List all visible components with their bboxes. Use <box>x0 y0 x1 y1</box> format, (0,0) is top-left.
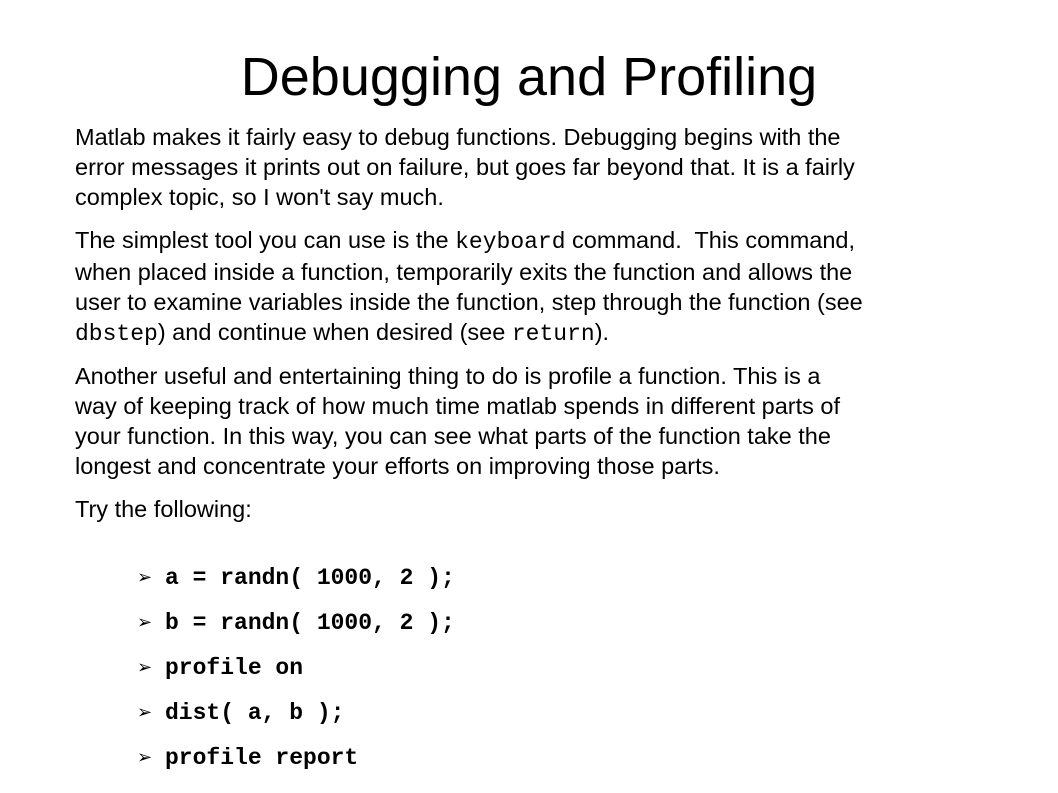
paragraph-line: Matlab makes it fairly easy to debug functions. Debugging begins with the <box>75 124 841 150</box>
arrow-bullet-icon: ➢ <box>137 747 153 768</box>
list-item <box>137 690 455 735</box>
paragraph-profile <box>75 361 975 481</box>
paragraph-intro <box>75 122 975 212</box>
paragraph-line: your function. In this way, you can see what parts of the function take the <box>75 423 831 449</box>
paragraph-line: error messages it prints out on failure, but goes far beyond that. It is a fairly <box>75 154 855 180</box>
paragraph-keyboard <box>75 225 975 349</box>
paragraph-line: complex topic, so I won't say much. <box>75 184 444 210</box>
arrow-bullet-icon: ➢ <box>137 567 153 588</box>
list-item <box>137 555 455 600</box>
list-item <box>137 735 455 780</box>
paragraph-line: longest and concentrate your efforts on improving those parts. <box>75 453 720 479</box>
slide-title: Debugging and Profiling <box>240 47 818 107</box>
code-keyword-keyboard: keyboard <box>455 229 566 255</box>
code-keyword-return: return <box>511 321 595 347</box>
code-bullet-list <box>137 555 455 780</box>
code-line: dist( a, b ); <box>165 699 345 726</box>
paragraph-line: user to examine variables inside the function, step through the function (see <box>75 289 863 315</box>
slide-body <box>75 122 975 537</box>
list-item <box>137 645 455 690</box>
code-line: b = randn( 1000, 2 ); <box>165 609 455 636</box>
code-keyword-dbstep: dbstep <box>75 321 158 347</box>
paragraph-text: command. This command, <box>565 227 856 253</box>
paragraph-text: The simplest tool you can use is the <box>75 227 456 253</box>
arrow-bullet-icon: ➢ <box>137 702 153 723</box>
arrow-bullet-icon: ➢ <box>137 612 153 633</box>
code-line: profile report <box>165 744 359 771</box>
paragraph-text: ) and continue when desired (see <box>157 319 512 345</box>
paragraph-text: ). <box>594 319 610 345</box>
arrow-bullet-icon: ➢ <box>137 657 153 678</box>
paragraph-try: Try the following: <box>75 496 252 522</box>
paragraph-line: way of keeping track of how much time matlab spends in different parts of <box>75 393 841 419</box>
paragraph-line: Another useful and entertaining thing to do is profile a function. This is a <box>75 363 821 389</box>
code-line: a = randn( 1000, 2 ); <box>165 564 455 591</box>
list-item <box>137 600 455 645</box>
code-line: profile on <box>165 654 304 681</box>
paragraph-line: when placed inside a function, temporarily exits the function and allows the <box>75 259 853 285</box>
